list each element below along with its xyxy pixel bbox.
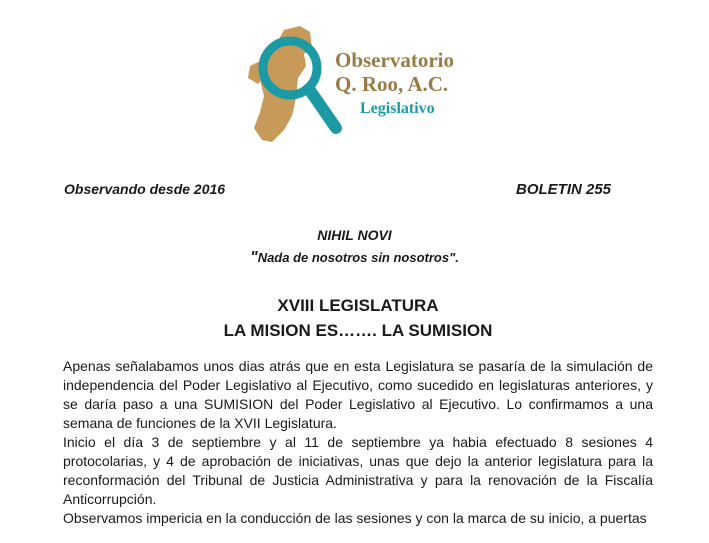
logo-subtitle: Legislativo	[360, 100, 435, 117]
since-label: Observando desde 2016	[64, 181, 226, 197]
quote-text: Nada de nosotros sin nosotros	[257, 250, 450, 265]
paragraph-2: Inicio el día 3 de septiembre y al 11 de septiembre ya habia efectuado 8 sesiones 4 protocolarias, y 4 de aprobación de iniciativas, unas que dejo la anterior legislatura para la reconformación del Tribunal de Justicia Administrativa y para la renovación de la Fiscalía Anticorrupción.	[63, 434, 653, 507]
organization-logo	[240, 18, 490, 153]
quote-open: "	[250, 249, 258, 266]
logo-title	[335, 48, 454, 96]
bulletin-number: BOLETIN 255	[516, 181, 612, 198]
paragraph-3: Observamos impericia en la conducción de las sesiones y con la marca de su inicio, a puertas	[63, 510, 647, 526]
motto-title: NIHIL NOVI	[317, 227, 392, 243]
paragraph-1: Apenas señalabamos unos dias atrás que en esta Legislatura se pasaría de la simulación de independencia del Poder Legislativo al Ejecutivo, como sucedido en legislaturas anteriores, y se daría paso a una SUMISION del Poder Legislativo al Ejecutivo. Lo confirmamos a una semana de funciones de la XVII Legislatura.	[63, 358, 653, 431]
quote-close: ".	[449, 250, 459, 265]
logo-title-line2: Q. Roo, A.C.	[335, 72, 449, 96]
logo-title-line1: Observatorio	[335, 48, 454, 72]
motto-quote	[0, 249, 709, 267]
headline-line2: LA MISION ES……. LA SUMISION	[223, 321, 493, 340]
headline	[0, 293, 709, 343]
article-body	[63, 357, 653, 528]
magnifier-map-icon	[240, 18, 350, 153]
headline-line1: XVIII LEGISLATURA	[277, 296, 439, 315]
